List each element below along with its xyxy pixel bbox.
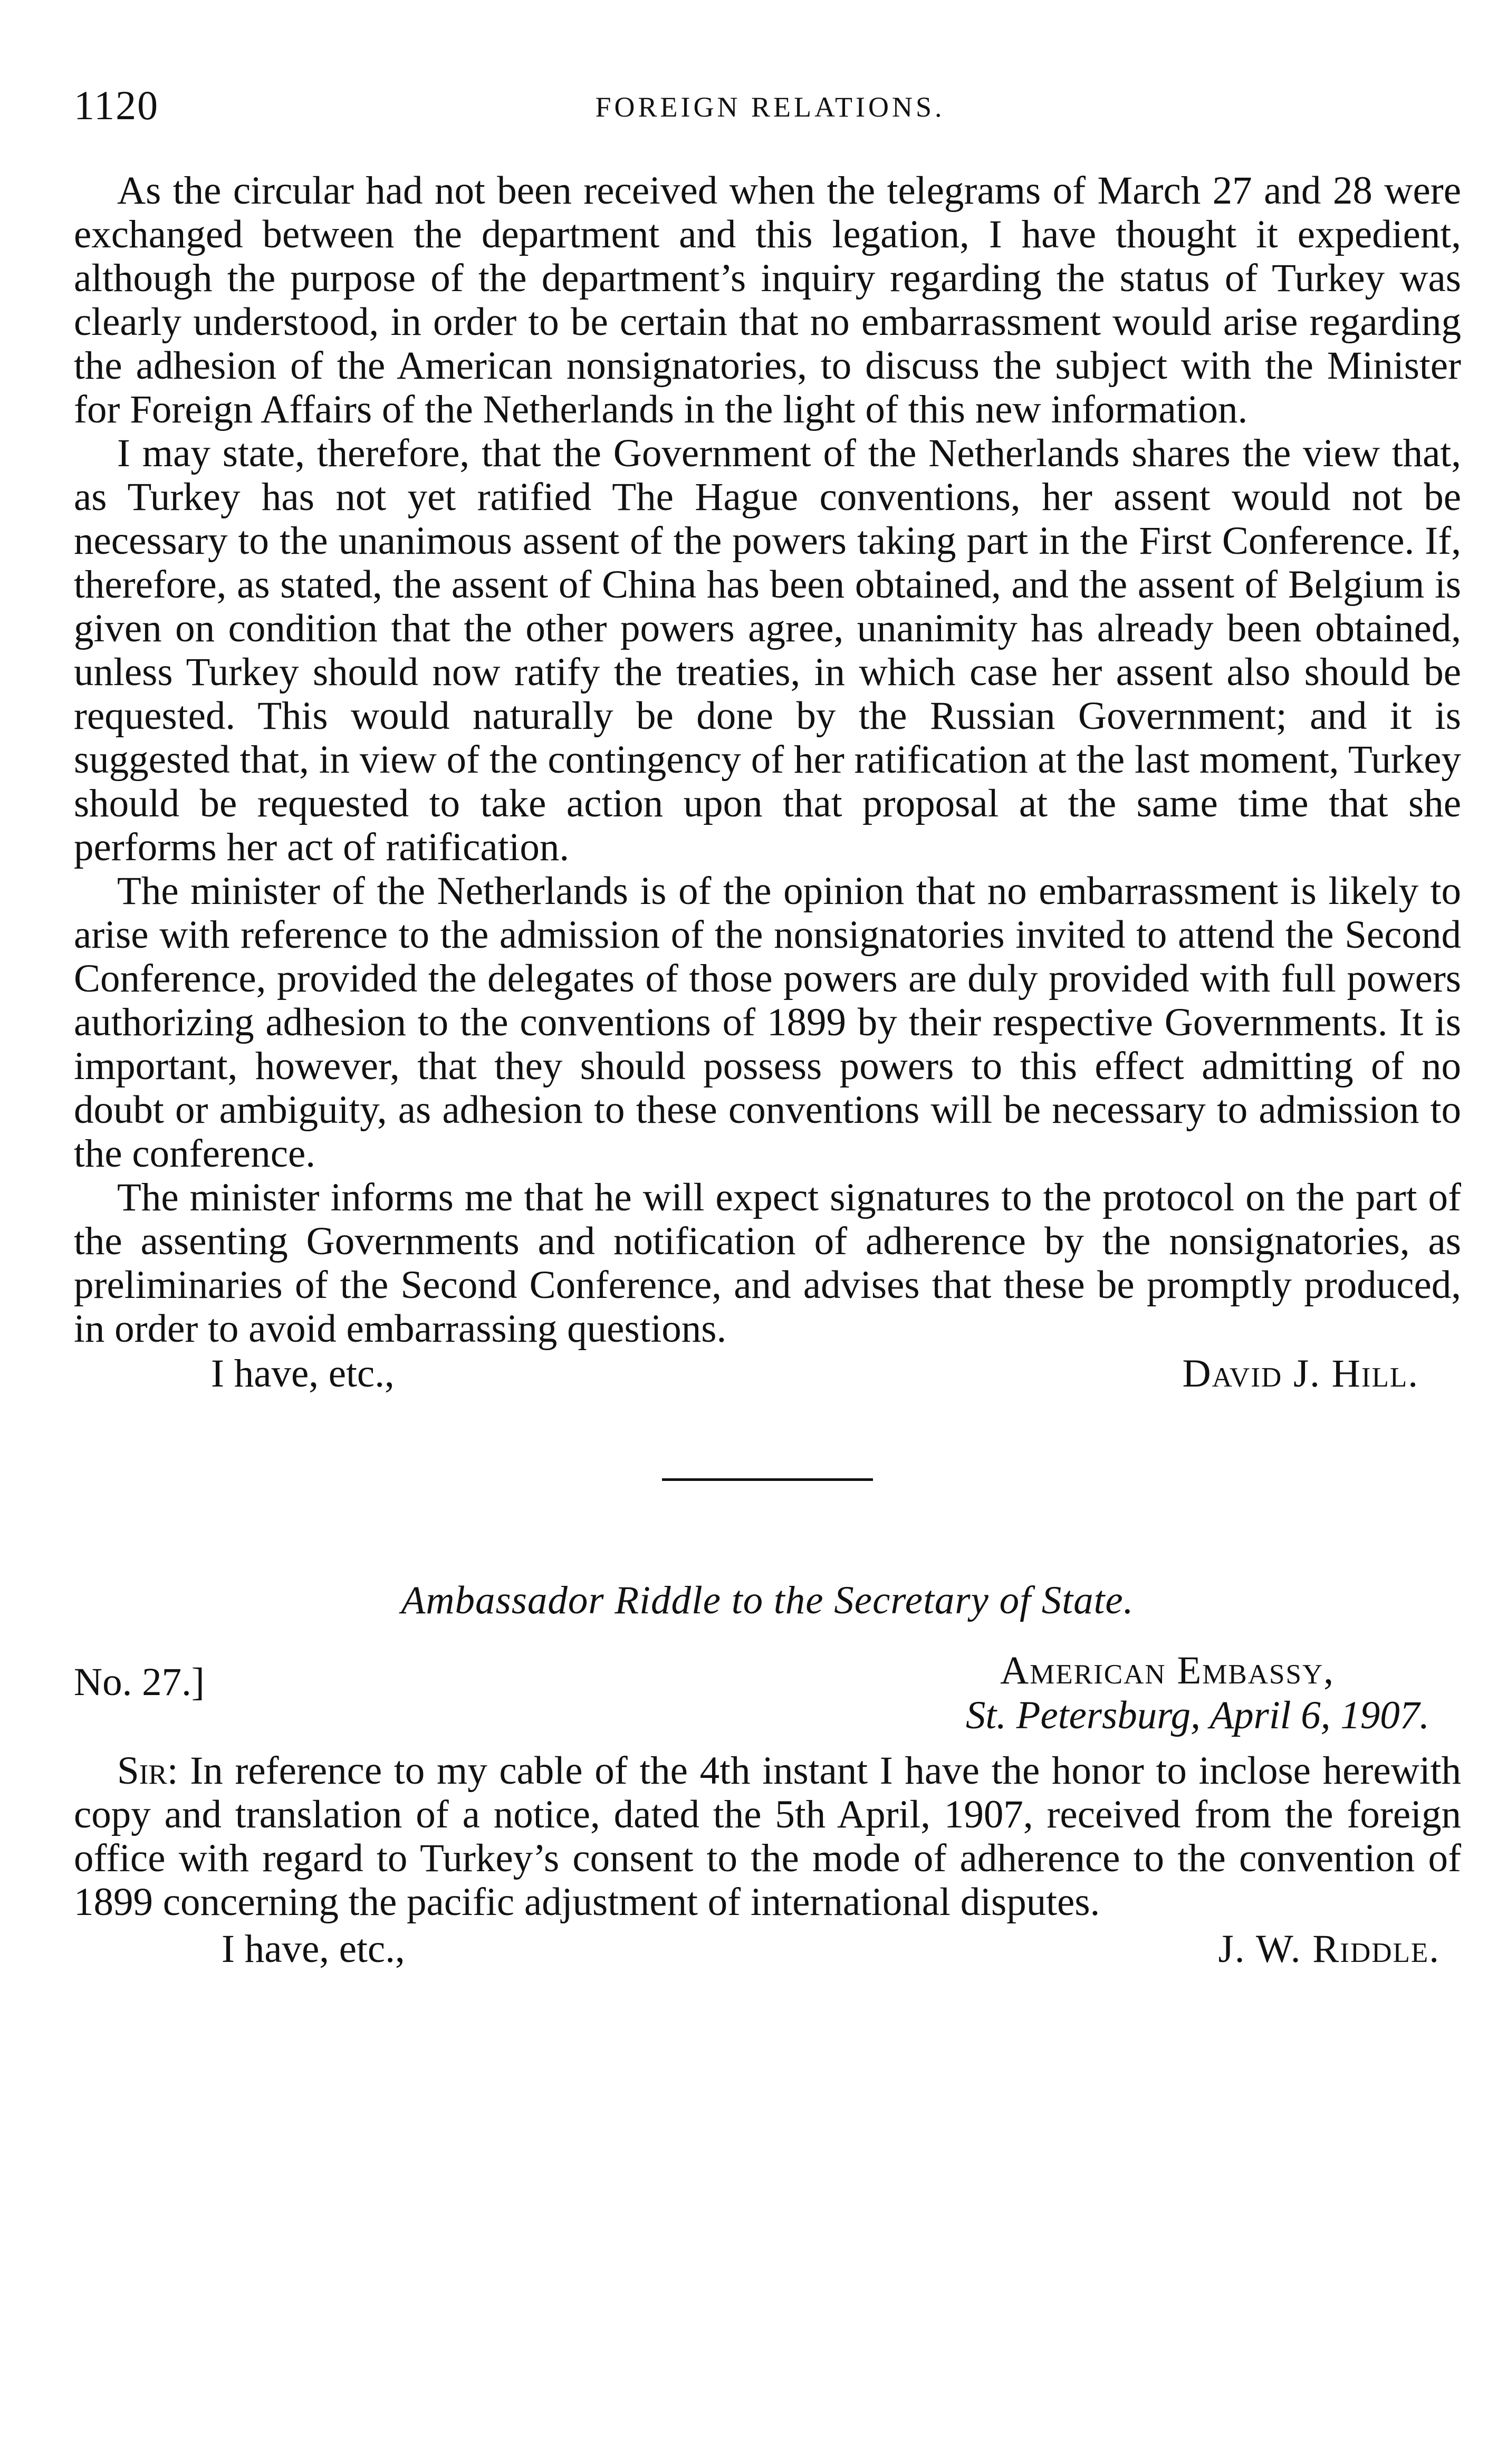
- document-number: No. 27.]: [74, 1660, 205, 1704]
- dateline: [74, 1649, 1461, 1749]
- paragraph: As the circular had not been received when the telegrams of March 27 and 28 were exchanged between the department and this legation, I have thought it expedient, although the purpose of the department’s inquiry regarding the status of Turkey was clearly understood, in order to be certain that no embarrassment would arise regarding the adhesion of the American nonsignatories, to discuss the subject with the Minister for Foreign Affairs of the Netherlands in the light of this new information.: [74, 169, 1461, 431]
- letter-body-text: In reference to my cable of the 4th instant I have the honor to inclose herewith copy and translation of a notice, dated the 5th April, 1907, received from the foreign office with regard to Turkey’s consent to the mode of adherence to the convention of 1899 concerning the pacific adjustment of international disputes.: [74, 1749, 1461, 1924]
- paragraph: The minister of the Netherlands is of the opinion that no embarrassment is likely to arise with reference to the admission of the nonsignatories invited to attend the Second Conference, provided the delegates of those powers are duly provided with full powers authorizing adhesion to the conventions of 1899 by their respective Governments. It is important, however, that they should possess powers to this effect admitting of no doubt or ambiguity, as adhesion to these conventions will be necessary to admission to the conference.: [74, 869, 1461, 1176]
- document-title: Ambassador Riddle to the Secretary of State.: [401, 1578, 1134, 1622]
- paragraph: I may state, therefore, that the Government of the Netherlands shares the view that, as Turkey has not yet ratified The Hague conventions, her assent would not be necessary to the unanimous assent of the powers taking part in the First Conference. If, therefore, as stated, the assent of China has been obtained, and the assent of Belgium is given on condition that the other powers agree, unanimity has already been obtained, unless Turkey should now ratify the treaties, in which case her assent also should be requested. This would naturally be done by the Russian Government; and it is suggested that, in view of the contingency of her ratification at the last moment, Turkey should be requested to take action upon that proposal at the same time that she performs her act of ratification.: [74, 431, 1461, 869]
- running-head: FOREIGN RELATIONS.: [595, 91, 945, 123]
- signature: J. W. Riddle.: [1218, 1927, 1440, 1971]
- closing-phrase: I have, etc.,: [211, 1352, 395, 1395]
- closing-phrase: I have, etc.,: [222, 1927, 405, 1971]
- page-header: [74, 79, 1466, 132]
- salutation: Sir:: [117, 1749, 178, 1793]
- letter-body: [74, 1749, 1461, 1924]
- place-date: St. Petersburg, April 6, 1907.: [965, 1693, 1429, 1737]
- letter-closing: [74, 1352, 1461, 1399]
- signature: David J. Hill.: [1182, 1352, 1419, 1395]
- paragraph: The minister informs me that he will expect signatures to the protocol on the part of the assenting Governments and notification of adherence by the nonsignatories, as preliminaries of the Second Conference, and advises that these be promptly produced, in order to avoid embarrassing questions.: [74, 1176, 1461, 1351]
- body-text: [74, 169, 1461, 1975]
- letter-closing: [74, 1927, 1461, 1975]
- sender-location: American Embassy,: [1000, 1649, 1335, 1692]
- page-number: 1120: [74, 82, 159, 128]
- section-divider: [662, 1478, 873, 1481]
